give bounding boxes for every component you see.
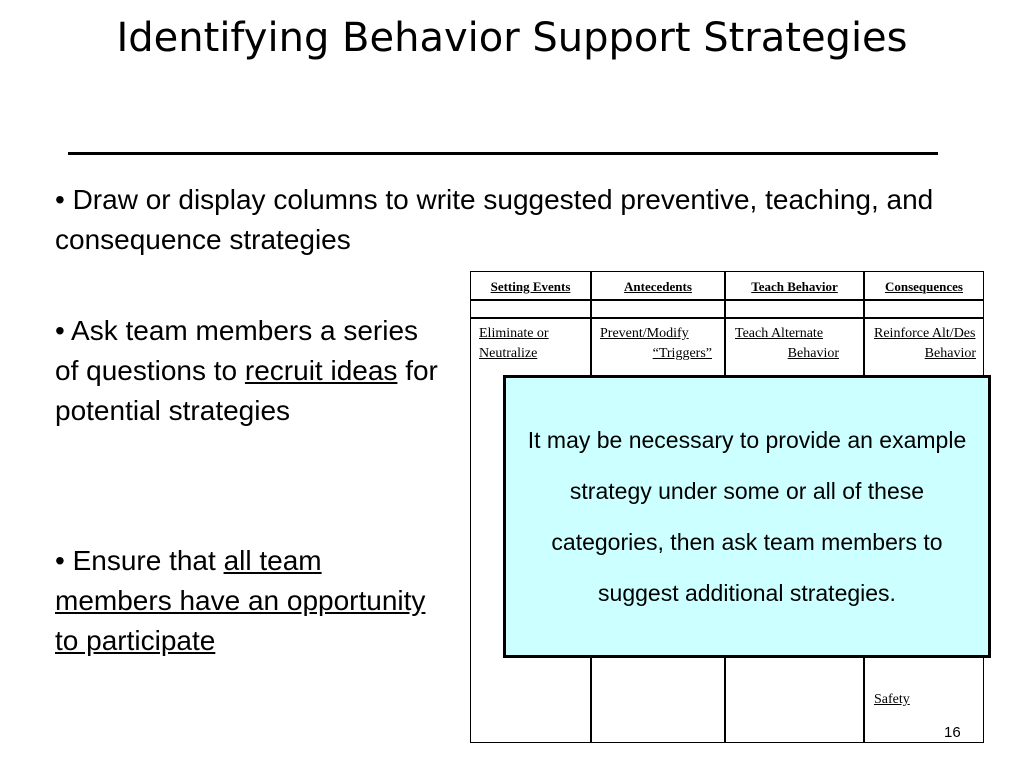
subheader-antecedents <box>600 324 712 364</box>
title-divider <box>68 152 938 155</box>
callout-box <box>503 375 991 658</box>
header-setting-events: Setting Events <box>490 279 571 294</box>
subheader-line: Eliminate or <box>479 326 549 341</box>
bullet-draw-columns: • Draw or display columns to write suggested preventive, teaching, and consequence strategies <box>55 184 934 255</box>
subheader-line: Reinforce Alt/Des <box>874 326 976 341</box>
subheader-setting-events <box>479 324 583 364</box>
header-antecedents: Antecedents <box>624 279 692 294</box>
bullet-ask-team <box>55 311 445 431</box>
safety-label: Safety <box>874 692 910 707</box>
bullet-ask-team-text: • Ask team members a series of questions to <box>55 315 419 386</box>
table-header-divider <box>471 299 983 301</box>
subheader-line: Behavior <box>924 346 976 361</box>
subheader-line: Behavior <box>787 346 839 361</box>
bullet-ask-team-text-end: for potential strategies <box>55 355 438 426</box>
bullet-ensure-participation <box>55 541 445 661</box>
page-number: 16 <box>944 724 961 741</box>
subheader-consequences <box>874 324 976 364</box>
participation-text: all team members have an opportunity to participate <box>55 545 426 656</box>
subheader-line: Teach Alternate <box>735 326 824 341</box>
subheader-line: Prevent/Modify <box>600 326 689 341</box>
slide-title: Identifying Behavior Support Strategies <box>116 15 908 61</box>
subheader-line: “Triggers” <box>652 346 712 361</box>
subheader-line: Neutralize <box>479 346 538 361</box>
bullet-ensure-text: • Ensure that <box>55 545 224 576</box>
header-teach-behavior: Teach Behavior <box>751 279 838 294</box>
table-header-divider <box>471 317 983 319</box>
callout-text: It may be necessary to provide an example strategy under some or all of these categories, then ask team members to suggest additional strategies. <box>527 426 967 606</box>
header-consequences: Consequences <box>884 279 963 294</box>
subheader-teach-behavior <box>735 324 839 364</box>
recruit-ideas-text: recruit ideas <box>244 355 398 386</box>
